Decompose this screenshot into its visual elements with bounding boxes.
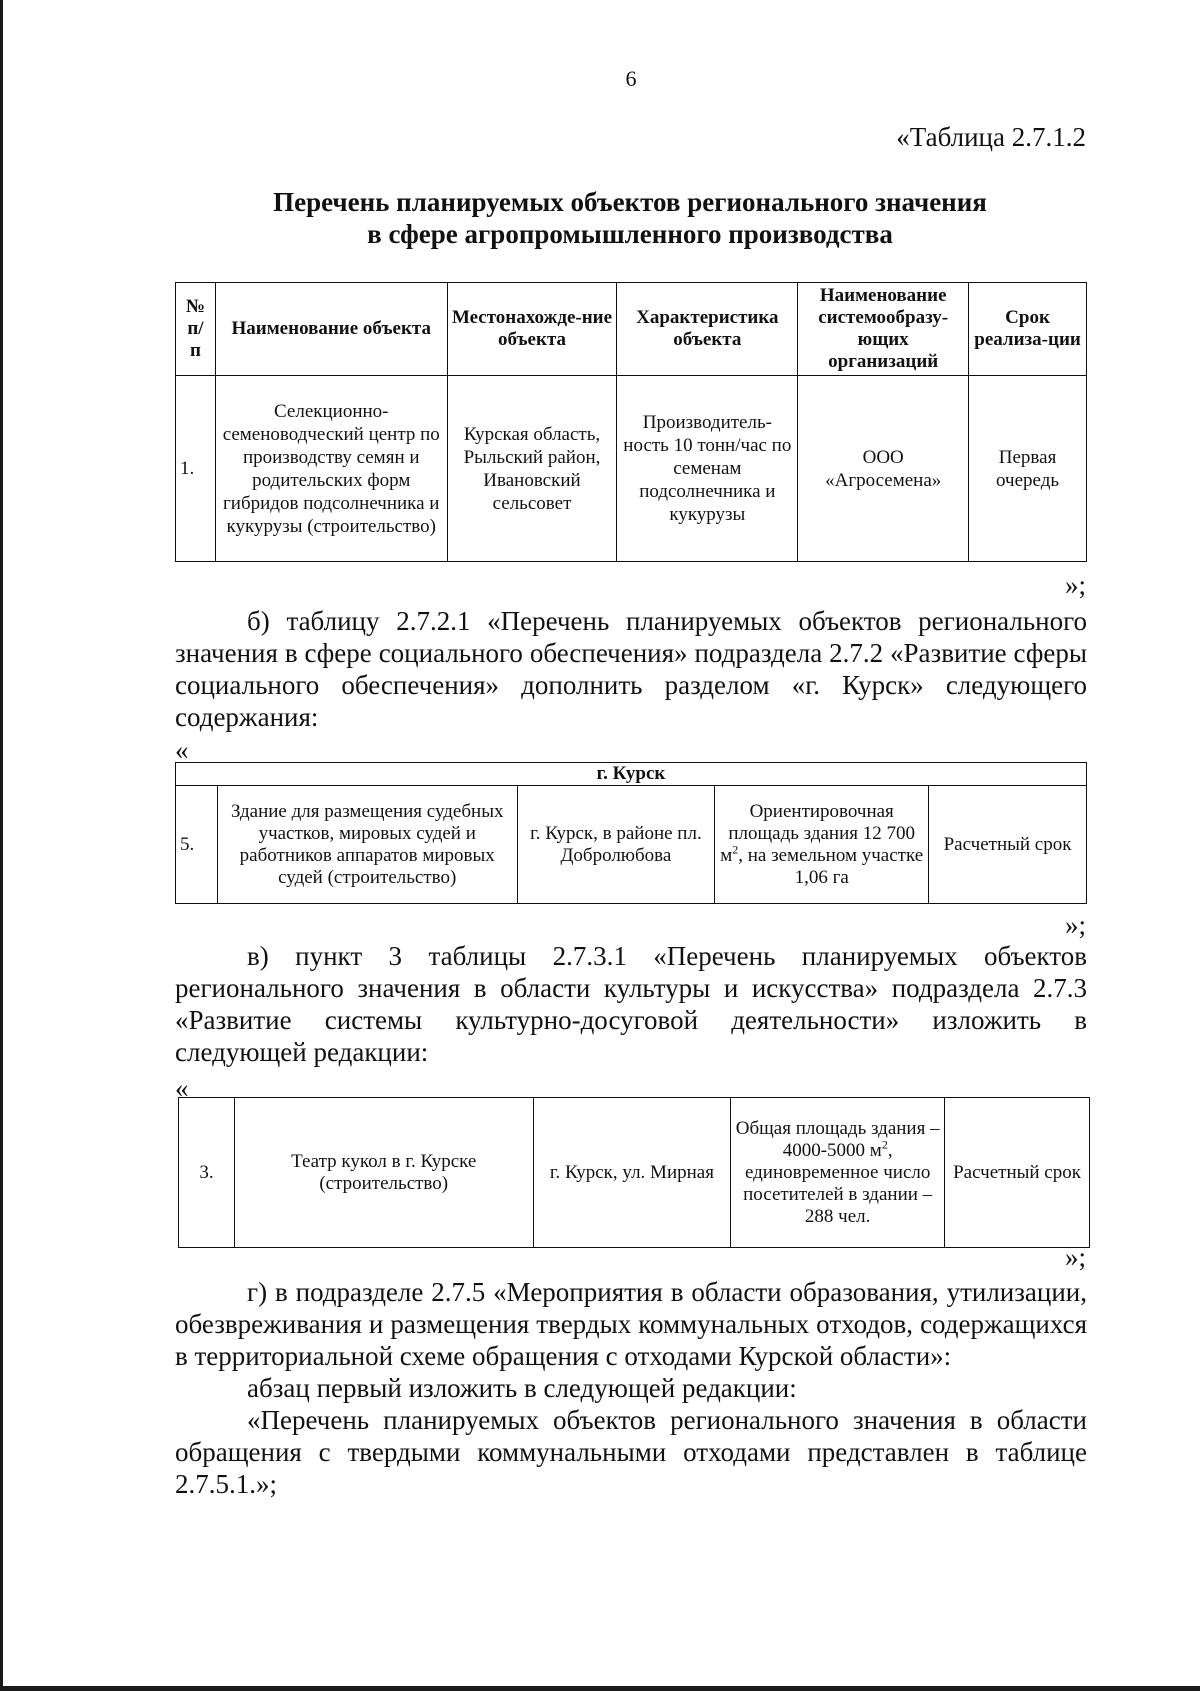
table-section-row bbox=[176, 763, 1087, 786]
paragraph-g3-text: «Перечень планируемых объектов регионального значения в области обращения с твердыми коммунальными отходами представлен в таблице 2.7.5.1.»; bbox=[175, 1405, 1087, 1499]
paragraph-v bbox=[175, 940, 1087, 1068]
cell-name: Театр кукол в г. Курске (строительство) bbox=[234, 1098, 533, 1248]
cell-characteristic bbox=[731, 1098, 945, 1248]
cell-characteristic: Производитель-ность 10 тонн/час по семенам подсолнечника и кукурузы bbox=[617, 376, 798, 562]
paragraph-g2-text: абзац первый изложить в следующей редакции: bbox=[247, 1373, 797, 1403]
paragraph-v-text: в) пункт 3 таблицы 2.7.3.1 «Перечень планируемых объектов регионального значения в области культуры и искусства» подраздела 2.7.3 «Развитие системы культурно-досуговой деятельности» изложить в следующей редакции: bbox=[175, 941, 1087, 1067]
paragraph-g-text: г) в подразделе 2.7.5 «Мероприятия в области образования, утилизации, обезвреживания и размещения твердых коммунальных отходов, содержащихся в территориальной схеме обращения с отходами Курской области»: bbox=[175, 1277, 1087, 1371]
header-characteristic: Характеристика объекта bbox=[617, 283, 798, 376]
table-agro-objects bbox=[175, 282, 1087, 562]
cell-num: 1. bbox=[176, 376, 216, 562]
header-num: № п/ п bbox=[176, 283, 216, 376]
header-name: Наименование объекта bbox=[215, 283, 447, 376]
cell-name: Здание для размещения судебных участков, мировых судей и работников аппаратов мировых судей (строительство) bbox=[217, 786, 517, 904]
char-text-a: Ориентировочная площадь здания 12 700 м bbox=[720, 800, 916, 866]
page-title bbox=[175, 186, 1085, 250]
scan-edge-bottom bbox=[0, 1686, 1200, 1691]
char-text-b: , на земельном участке 1,06 га bbox=[738, 844, 924, 888]
table-label: «Таблица 2.7.1.2 bbox=[896, 122, 1086, 152]
closing-quote-2: »; bbox=[1064, 910, 1086, 940]
table-row bbox=[176, 376, 1087, 562]
cell-characteristic bbox=[715, 786, 929, 904]
char-text-b: , единовременное число посетителей в здании – 288 чел. bbox=[743, 1139, 933, 1227]
cell-organization: ООО «Агросемена» bbox=[798, 376, 969, 562]
header-term: Срок реализа-ции bbox=[969, 283, 1087, 376]
closing-quote-1: »; bbox=[1064, 570, 1086, 600]
cell-location: г. Курск, в районе пл. Добролюбова bbox=[517, 786, 715, 904]
char-sup: 2 bbox=[732, 842, 739, 857]
cell-term: Расчетный срок bbox=[945, 1098, 1090, 1248]
opening-quote-2: « bbox=[175, 735, 189, 765]
table-row bbox=[176, 786, 1087, 904]
paragraph-b-text: б) таблицу 2.7.2.1 «Перечень планируемых объектов регионального значения в сфере социального обеспечения» подраздела 2.7.2 «Развитие сферы социального обеспечения» дополнить разделом «г. Курск» следующего содержания: bbox=[175, 606, 1087, 732]
cell-num: 5. bbox=[176, 786, 218, 904]
table-header-row bbox=[176, 283, 1087, 376]
table-row bbox=[179, 1098, 1090, 1248]
section-title: г. Курск bbox=[176, 763, 1087, 786]
page-number: 6 bbox=[625, 66, 637, 91]
cell-num: 3. bbox=[179, 1098, 235, 1248]
cell-term: Расчетный срок bbox=[929, 786, 1087, 904]
header-location: Местонахожде-ние объекта bbox=[447, 283, 617, 376]
closing-quote-3: »; bbox=[1064, 1242, 1086, 1272]
char-sup: 2 bbox=[881, 1137, 888, 1152]
table-culture bbox=[178, 1097, 1090, 1248]
char-text-a: Общая площадь здания – 4000-5000 м bbox=[735, 1117, 940, 1161]
title-line-1: Перечень планируемых объектов регионального значения bbox=[273, 187, 987, 217]
header-organizations: Наименование системообразу-ющих организаций bbox=[798, 283, 969, 376]
cell-location: Курская область, Рыльский район, Ивановский сельсовет bbox=[447, 376, 617, 562]
paragraph-g bbox=[175, 1276, 1087, 1500]
scan-edge-left bbox=[0, 0, 3, 1691]
cell-name: Селекционно-семеноводческий центр по производству семян и родительских форм гибридов подсолнечника и кукурузы (строительство) bbox=[215, 376, 447, 562]
title-line-2: в сфере агропромышленного производства bbox=[367, 219, 893, 249]
paragraph-b bbox=[175, 605, 1087, 733]
cell-location: г. Курск, ул. Мирная bbox=[533, 1098, 731, 1248]
opening-quote-3: « bbox=[175, 1073, 189, 1103]
table-kursk-social bbox=[175, 762, 1087, 904]
cell-term: Первая очередь bbox=[969, 376, 1087, 562]
